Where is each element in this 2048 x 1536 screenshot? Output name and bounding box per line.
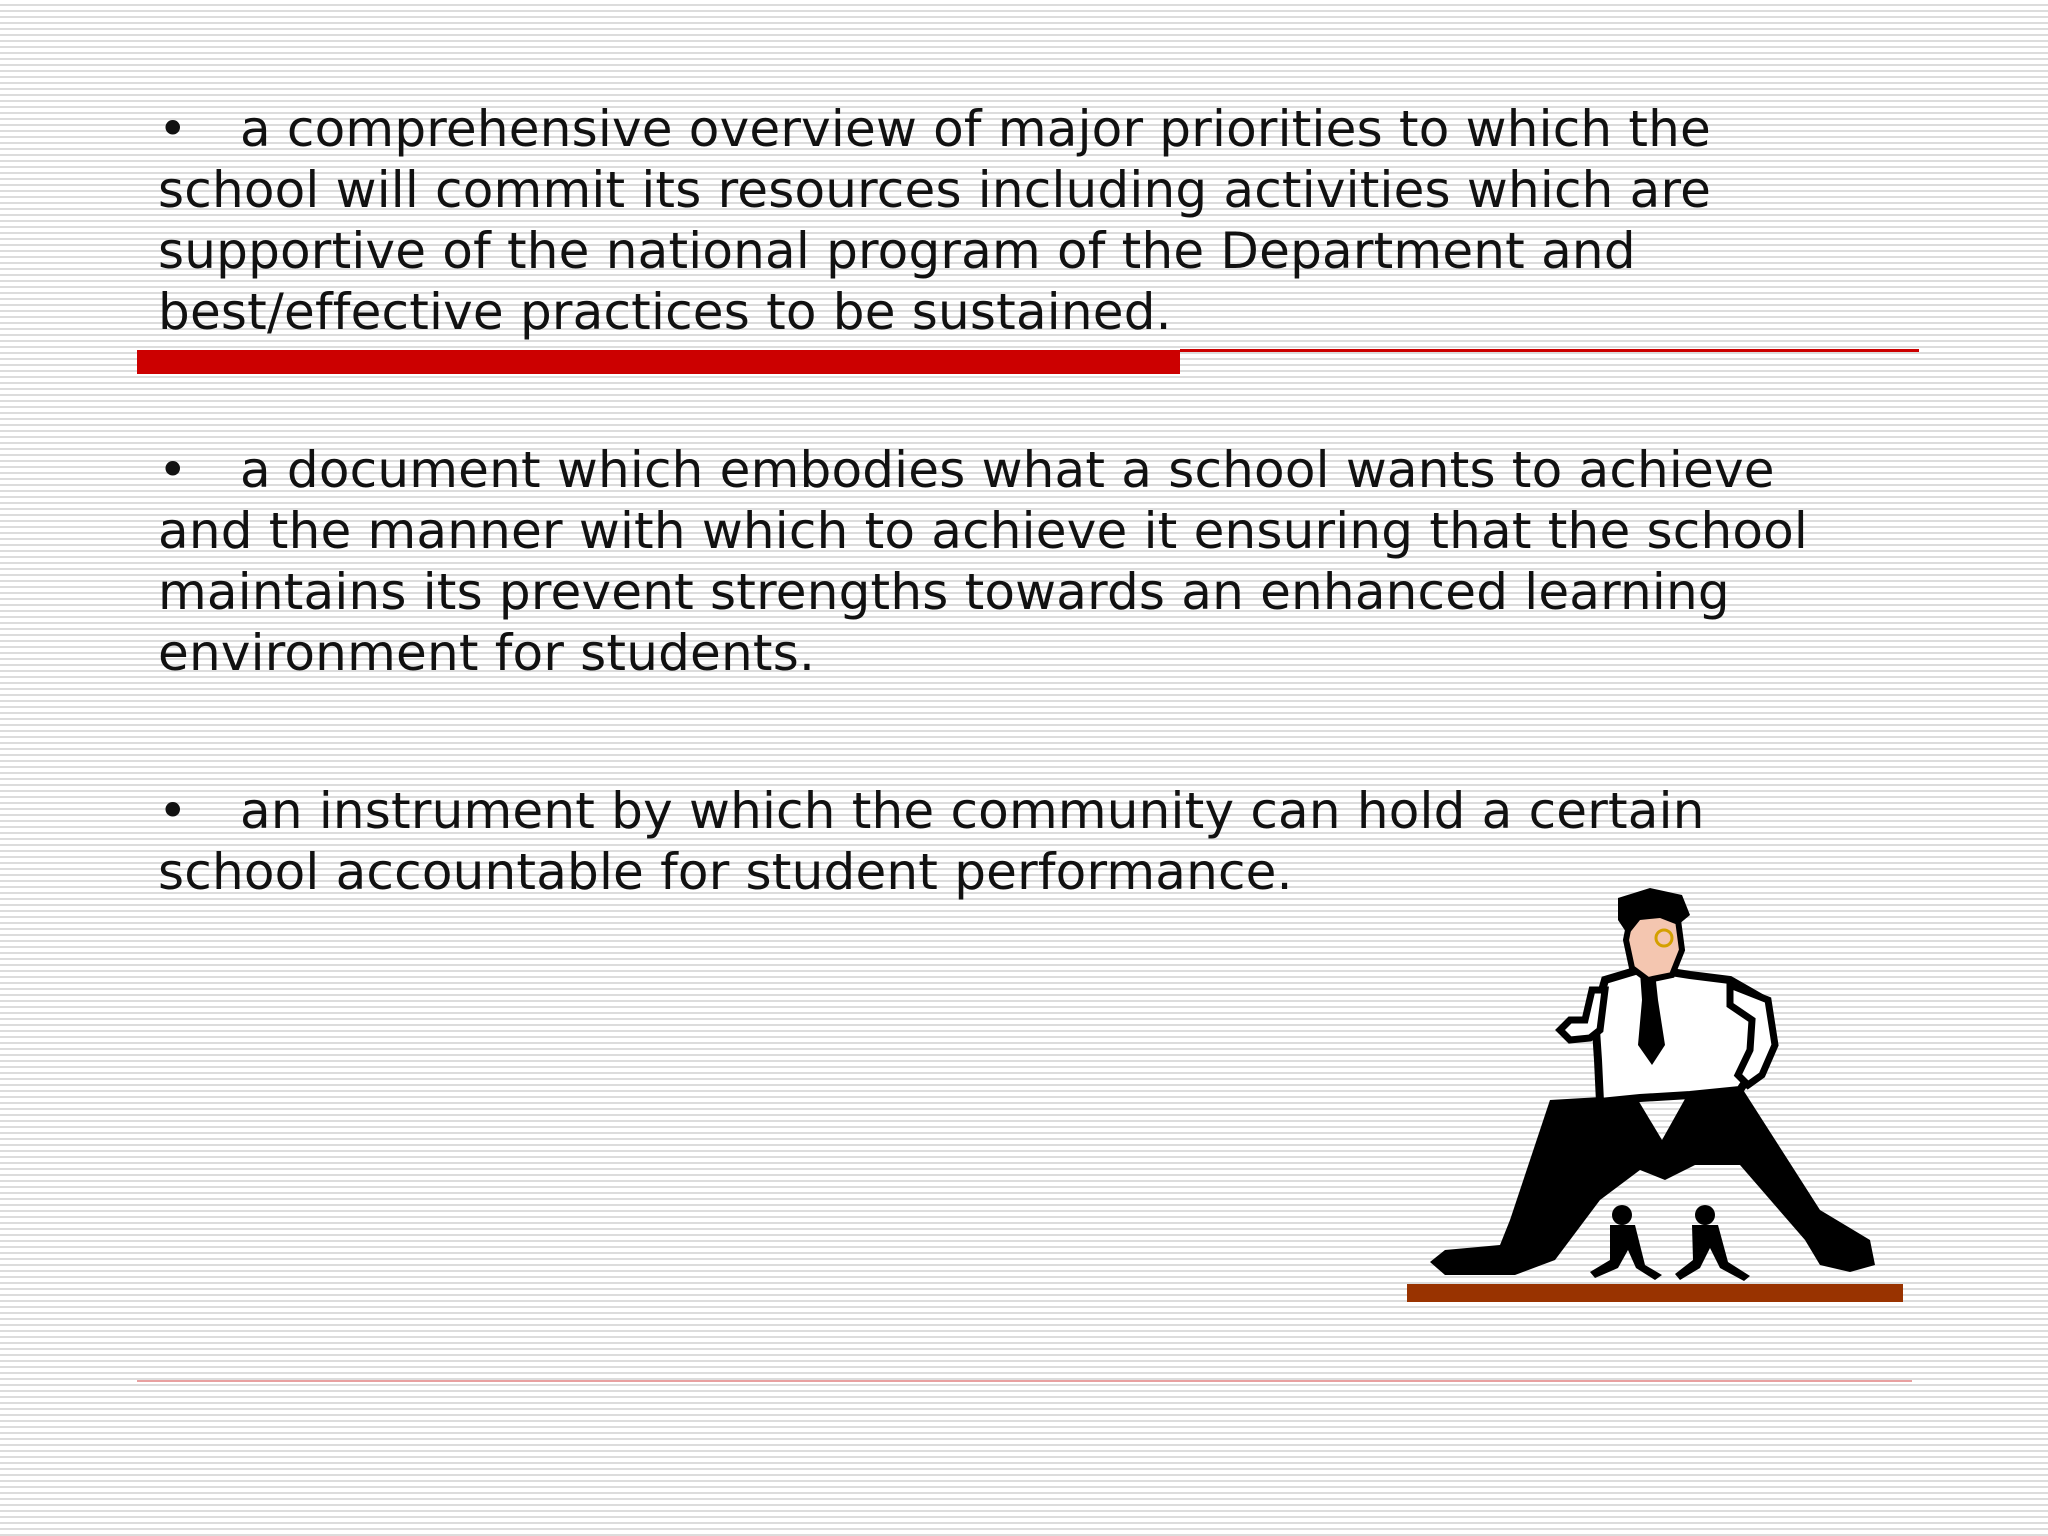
bullet-item-1 bbox=[158, 99, 1878, 343]
accent-line-thin bbox=[1180, 349, 1919, 352]
bullet-marker: • bbox=[158, 100, 188, 158]
bullet-text: an instrument by which the community can hold a certain school accountable for student performance. bbox=[158, 782, 1705, 901]
bullet-text: a document which embodies what a school wants to achieve and the manner with which to achieve it ensuring that the school maintains its prevent strengths towards an enhanced learning environment for students. bbox=[158, 441, 1809, 682]
floor-bar bbox=[1407, 1284, 1903, 1302]
walking-man-clipart-icon bbox=[1400, 880, 1920, 1310]
small-figures bbox=[1590, 1205, 1750, 1281]
front-arm bbox=[1560, 990, 1605, 1040]
trousers bbox=[1430, 1085, 1875, 1275]
bullet-text: a comprehensive overview of major priorities to which the school will commit its resources including activities which are supportive of the national program of the Department and best/effective practices to be sustained. bbox=[158, 100, 1712, 341]
bullet-marker: • bbox=[158, 441, 188, 499]
bullet-marker: • bbox=[158, 782, 188, 840]
bullet-item-2 bbox=[158, 440, 1878, 684]
divider-line-bottom bbox=[137, 1380, 1912, 1382]
accent-bar-thick bbox=[137, 350, 1180, 374]
